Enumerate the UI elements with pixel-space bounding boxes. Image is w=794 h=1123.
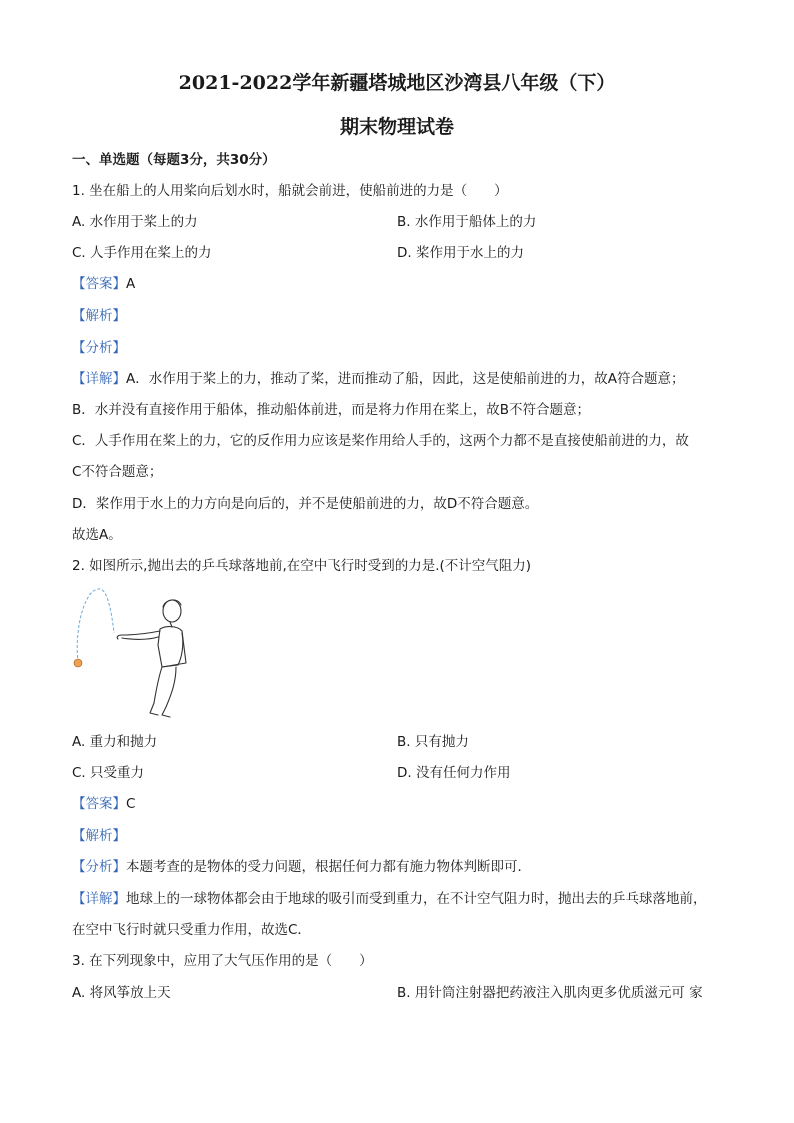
q2-detail-b: 在空中飞行时就只受重力作用，故选C． [72, 922, 311, 938]
ping-pong-ball [74, 659, 82, 667]
q2-jiexi-tag: 【解析】 [72, 828, 126, 844]
q1-option-b: B. 水作用于船体上的力 [397, 214, 537, 230]
q2-fenxi-tag: 【分析】 [72, 859, 126, 875]
q2-detail-a: 地球上的一球物体都会由于地球的吸引而受到重力，在不计空气阻力时，抛出去的乒乓球落地前， [126, 891, 707, 907]
person-figure [117, 600, 186, 717]
q2-xiangjie-tag: 【详解】 [72, 891, 126, 907]
q1-option-a: A. 水作用于桨上的力 [72, 214, 198, 230]
q1-stem: 1. 坐在船上的人用桨向后划水时，船就会前进，使船前进的力是（ ） [72, 183, 508, 199]
q1-option-d: D. 桨作用于水上的力 [397, 245, 524, 261]
q2-detail-line-a [72, 889, 707, 909]
q1-detail-4: D．桨作用于水上的力方向是向后的，并不是使船前进的力，故D不符合题意。 [72, 496, 539, 512]
q1-conclusion: 故选A。 [72, 527, 122, 543]
q1-detail-3a: C．人手作用在桨上的力，它的反作用力应该是桨作用给人手的，这两个力都不是直接使船前进的力，故 [72, 433, 689, 449]
q1-answer-line [72, 274, 135, 294]
q2-fenxi-text: 本题考查的是物体的受力问题，根据任何力都有施力物体判断即可． [126, 859, 531, 875]
q2-answer-tag: 【答案】 [72, 796, 126, 812]
ping-pong-figure [66, 585, 196, 725]
q1-detail-1: A．水作用于桨上的力，推动了桨，进而推动了船，因此，这是使船前进的力，故A符合题意； [126, 371, 685, 387]
trajectory-curve [77, 589, 114, 663]
q1-answer: A [126, 276, 136, 292]
q1-detail-line-1 [72, 369, 684, 389]
section-heading: 一、单选题（每题3分，共30分） [72, 152, 276, 168]
q2-answer-line [72, 794, 135, 814]
q3-stem: 3. 在下列现象中，应用了大气压作用的是（ ） [72, 953, 373, 969]
q2-option-a: A. 重力和抛力 [72, 734, 158, 750]
q1-fenxi-tag: 【分析】 [72, 340, 126, 356]
q3-option-b: B. 用针筒注射器把药液注入肌肉更多优质滋元可 家 [397, 985, 703, 1001]
title-line-1: 2021-2022学年新疆塔城地区沙湾县八年级（下） [178, 72, 616, 94]
q2-fenxi-line [72, 857, 531, 877]
title-line-2: 期末物理试卷 [339, 116, 454, 138]
q2-stem: 2. 如图所示,抛出去的乒乓球落地前,在空中飞行时受到的力是.(不计空气阻力) [72, 558, 532, 574]
q1-answer-tag: 【答案】 [72, 276, 126, 292]
q2-option-b: B. 只有抛力 [397, 734, 469, 750]
q2-answer: C [126, 796, 136, 812]
q2-option-c: C. 只受重力 [72, 765, 145, 781]
q1-detail-3b: C不符合题意； [72, 464, 163, 480]
q1-detail-2: B．水并没有直接作用于船体，推动船体前进，而是将力作用在桨上，故B不符合题意； [72, 402, 591, 418]
q1-option-c: C. 人手作用在桨上的力 [72, 245, 212, 261]
q1-jiexi-tag: 【解析】 [72, 308, 126, 324]
q1-xiangjie-tag: 【详解】 [72, 371, 126, 387]
q2-option-d: D. 没有任何力作用 [397, 765, 511, 781]
q3-option-a: A. 将风筝放上天 [72, 985, 171, 1001]
